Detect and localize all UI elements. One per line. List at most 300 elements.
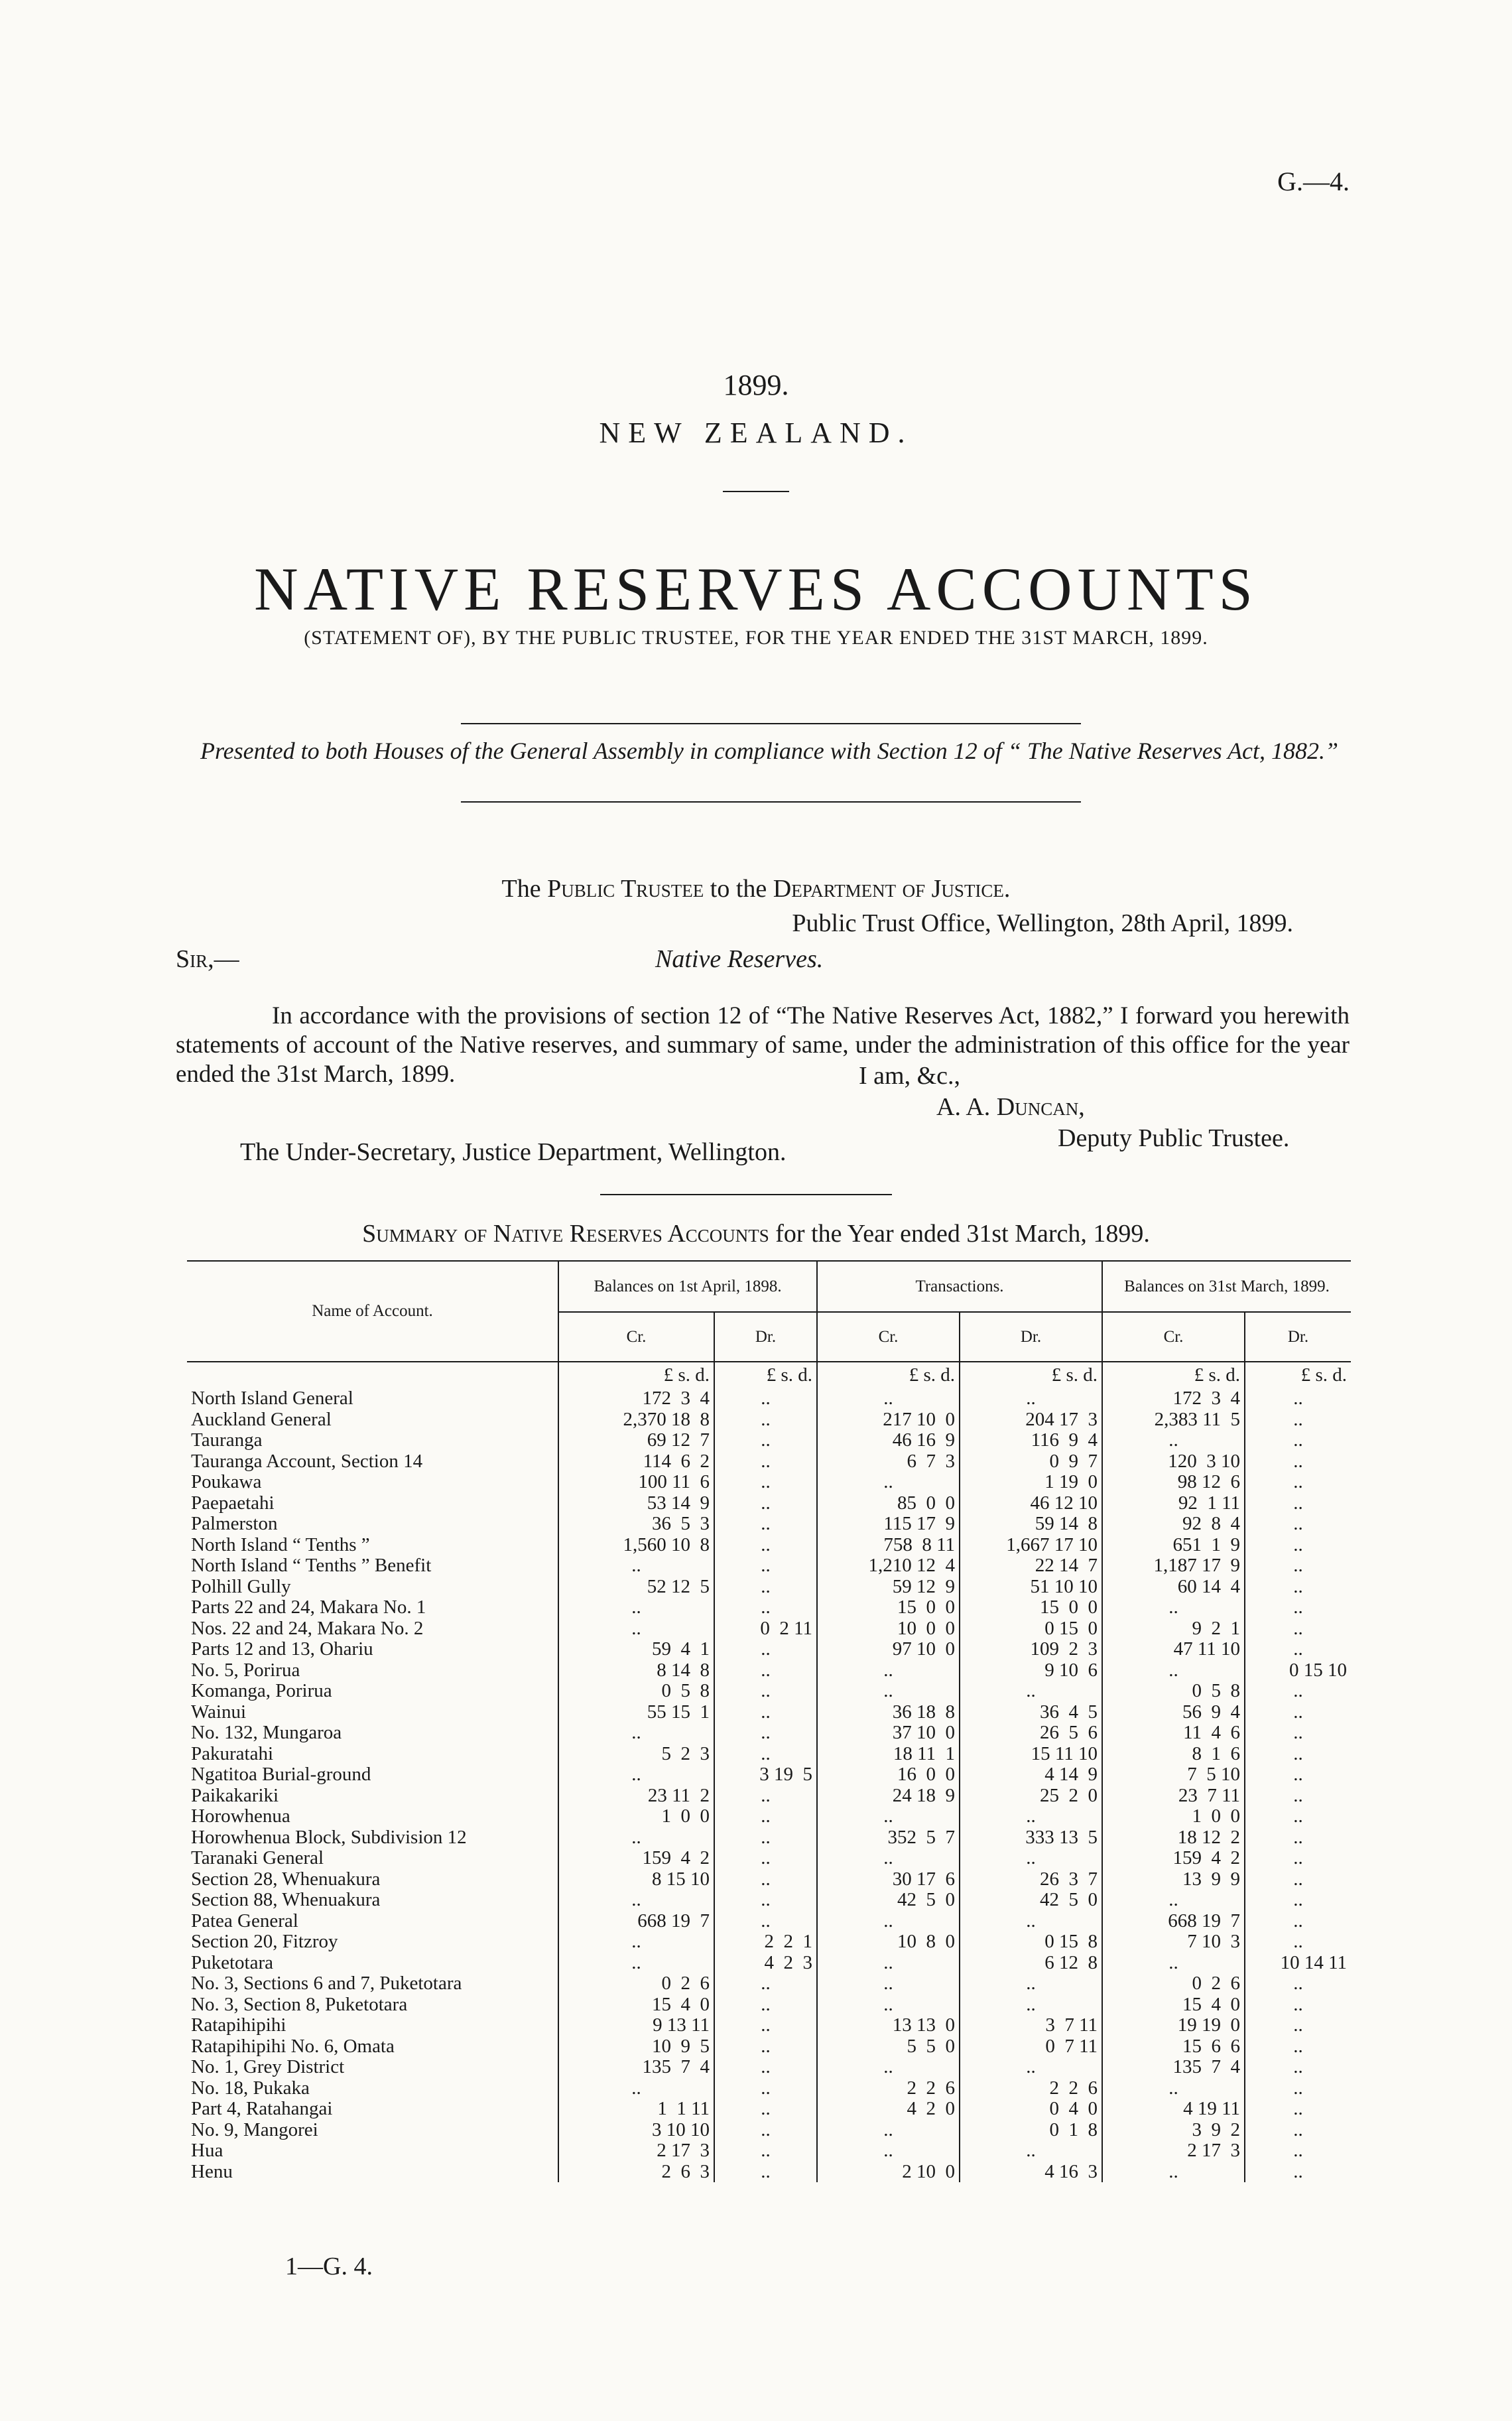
amount-cell: 204 17 3 xyxy=(960,1409,1102,1431)
amount-cell: .. xyxy=(1245,1911,1351,1932)
amount-cell: 4 19 11 xyxy=(1102,2099,1245,2120)
amount-cell: 100 11 6 xyxy=(558,1472,714,1493)
amount-cell: .. xyxy=(714,2099,817,2120)
amount-cell: 2 17 3 xyxy=(1102,2140,1245,2162)
amount-cell: 7 10 3 xyxy=(1102,1931,1245,1953)
amount-cell: 3 19 5 xyxy=(714,1764,817,1786)
amount-cell: 2,370 18 8 xyxy=(558,1409,714,1431)
col-header-cr: Cr. xyxy=(558,1312,714,1362)
amount-cell: 0 2 11 xyxy=(714,1618,817,1640)
col-header-transactions: Transactions. xyxy=(817,1261,1102,1312)
account-name: Pakuratahi xyxy=(191,1742,274,1764)
account-name: No. 1, Grey District xyxy=(191,2056,345,2077)
amount-cell: 9 2 1 xyxy=(1102,1618,1245,1640)
amount-cell: .. xyxy=(714,1388,817,1409)
account-name: Paikakariki xyxy=(191,1784,279,1806)
amount-cell: 9 10 6 xyxy=(960,1660,1102,1681)
amount-cell: .. xyxy=(1245,1577,1351,1598)
amount-cell: 10 0 0 xyxy=(817,1618,960,1640)
amount-cell: .. xyxy=(1245,1493,1351,1514)
amount-cell: 10 8 0 xyxy=(817,1931,960,1953)
amount-cell: 59 14 8 xyxy=(960,1514,1102,1535)
amount-cell: 11 4 6 xyxy=(1102,1723,1245,1744)
amount-cell: .. xyxy=(817,1806,960,1827)
amount-cell: 2 2 1 xyxy=(714,1931,817,1953)
amount-cell: 758 8 11 xyxy=(817,1535,960,1556)
amount-cell: .. xyxy=(960,1911,1102,1932)
account-name: No. 18, Pukaka xyxy=(191,2077,310,2099)
account-name: Tauranga Account, Section 14 xyxy=(191,1450,423,1472)
units-label: £ s. d. xyxy=(817,1362,960,1388)
amount-cell: 135 7 4 xyxy=(558,2057,714,2078)
letter-heading: The Public Trustee to the Department of Justice. xyxy=(501,875,1011,903)
amount-cell: .. xyxy=(714,1597,817,1618)
amount-cell: .. xyxy=(817,1660,960,1681)
amount-cell: 159 4 2 xyxy=(558,1848,714,1869)
amount-cell: 6 12 8 xyxy=(960,1953,1102,1974)
amount-cell: 23 11 2 xyxy=(558,1786,714,1807)
account-name: North Island “ Tenths ” Benefit xyxy=(191,1555,432,1576)
amount-cell: 159 4 2 xyxy=(1102,1848,1245,1869)
amount-cell: 5 2 3 xyxy=(558,1744,714,1765)
amount-cell: 1 1 11 xyxy=(558,2099,714,2120)
account-name: Section 20, Fitzroy xyxy=(191,1931,338,1952)
amount-cell: .. xyxy=(558,1953,714,1974)
table-row xyxy=(187,1786,1351,1807)
amount-cell: 333 13 5 xyxy=(960,1827,1102,1849)
table-row xyxy=(187,2162,1351,2183)
amount-cell: 36 5 3 xyxy=(558,1514,714,1535)
table-row xyxy=(187,1890,1351,1911)
amount-cell: 13 13 0 xyxy=(817,2015,960,2036)
amount-cell: .. xyxy=(1245,2036,1351,2058)
amount-cell: 98 12 6 xyxy=(1102,1472,1245,1493)
amount-cell: 46 16 9 xyxy=(817,1430,960,1451)
amount-cell: .. xyxy=(714,1995,817,2016)
summary-title: Summary of Native Reserves Accounts for the Year ended 31st March, 1899. xyxy=(362,1220,1150,1248)
amount-cell: .. xyxy=(960,2057,1102,2078)
amount-cell: .. xyxy=(1245,1869,1351,1890)
amount-cell: 15 4 0 xyxy=(1102,1995,1245,2016)
amount-cell: 3 10 10 xyxy=(558,2120,714,2141)
amount-cell: .. xyxy=(1245,1555,1351,1577)
amount-cell: 42 5 0 xyxy=(960,1890,1102,1911)
table-row xyxy=(187,1577,1351,1598)
col-header-dr: Dr. xyxy=(714,1312,817,1362)
amount-cell: .. xyxy=(1245,1681,1351,1702)
amount-cell: 24 18 9 xyxy=(817,1786,960,1807)
amount-cell: .. xyxy=(714,1514,817,1535)
amount-cell: 2 6 3 xyxy=(558,2162,714,2183)
presentation-note: Presented to both Houses of the General Assembly in compliance with Section 12 of “ The Native Reserves Act, 1882.” xyxy=(200,738,1339,764)
account-name: Parts 12 and 13, Ohariu xyxy=(191,1638,373,1660)
account-name: Paepaetahi xyxy=(191,1492,275,1514)
amount-cell: .. xyxy=(1245,1931,1351,1953)
amount-cell: .. xyxy=(1245,2015,1351,2036)
amount-cell: .. xyxy=(1245,2162,1351,2183)
amount-cell: 668 19 7 xyxy=(1102,1911,1245,1932)
account-name: Horowhenua xyxy=(191,1805,290,1827)
table-row xyxy=(187,1764,1351,1786)
account-name: Auckland General xyxy=(191,1408,332,1430)
amount-cell: 2 17 3 xyxy=(558,2140,714,2162)
amount-cell: .. xyxy=(1102,1953,1245,1974)
table-row xyxy=(187,1702,1351,1723)
amount-cell: .. xyxy=(558,2078,714,2099)
amount-cell: .. xyxy=(1102,1597,1245,1618)
amount-cell: .. xyxy=(714,1827,817,1849)
amount-cell: 120 3 10 xyxy=(1102,1451,1245,1472)
table-row xyxy=(187,1660,1351,1681)
table-row xyxy=(187,1744,1351,1765)
amount-cell: 116 9 4 xyxy=(960,1430,1102,1451)
amount-cell: .. xyxy=(817,1681,960,1702)
amount-cell: 1 0 0 xyxy=(558,1806,714,1827)
amount-cell: .. xyxy=(714,1577,817,1598)
divider xyxy=(723,491,789,492)
amount-cell: 0 15 8 xyxy=(960,1931,1102,1953)
account-name: Section 28, Whenuakura xyxy=(191,1868,381,1890)
amount-cell: 15 11 10 xyxy=(960,1744,1102,1765)
account-name: Wainui xyxy=(191,1701,247,1723)
amount-cell: .. xyxy=(817,1472,960,1493)
amount-cell: .. xyxy=(714,1723,817,1744)
amount-cell: 3 9 2 xyxy=(1102,2120,1245,2141)
country-heading: NEW ZEALAND. xyxy=(599,417,913,449)
table-row xyxy=(187,2078,1351,2099)
amount-cell: 18 12 2 xyxy=(1102,1827,1245,1849)
account-name: No. 132, Mungaroa xyxy=(191,1722,342,1743)
col-header-dr: Dr. xyxy=(1245,1312,1351,1362)
amount-cell: .. xyxy=(714,1639,817,1660)
account-name: Polhill Gully xyxy=(191,1575,291,1597)
page-footer-code: 1—G. 4. xyxy=(285,2253,373,2280)
amount-cell: 2 10 0 xyxy=(817,2162,960,2183)
amount-cell: .. xyxy=(1245,2078,1351,2099)
amount-cell: .. xyxy=(960,1995,1102,2016)
amount-cell: 60 14 4 xyxy=(1102,1577,1245,1598)
divider xyxy=(461,723,1081,724)
table-row xyxy=(187,2057,1351,2078)
amount-cell: .. xyxy=(1102,1660,1245,1681)
amount-cell: .. xyxy=(714,1973,817,1995)
table-row xyxy=(187,1911,1351,1932)
amount-cell: .. xyxy=(714,2162,817,2183)
amount-cell: 92 1 11 xyxy=(1102,1493,1245,1514)
amount-cell: .. xyxy=(714,1451,817,1472)
amount-cell: 6 7 3 xyxy=(817,1451,960,1472)
amount-cell: 2 2 6 xyxy=(817,2078,960,2099)
amount-cell: .. xyxy=(714,2120,817,2141)
amount-cell: 42 5 0 xyxy=(817,1890,960,1911)
amount-cell: .. xyxy=(1245,1430,1351,1451)
amount-cell: .. xyxy=(817,2140,960,2162)
amount-cell: .. xyxy=(1245,2099,1351,2120)
account-name: Parts 22 and 24, Makara No. 1 xyxy=(191,1597,426,1618)
account-name: Ratapihipihi No. 6, Omata xyxy=(191,2035,395,2057)
amount-cell: .. xyxy=(817,1911,960,1932)
table-row xyxy=(187,2099,1351,2120)
amount-cell: 85 0 0 xyxy=(817,1493,960,1514)
units-label: £ s. d. xyxy=(714,1362,817,1388)
amount-cell: 15 6 6 xyxy=(1102,2036,1245,2058)
account-name: Tauranga xyxy=(191,1429,263,1451)
col-header-name: Name of Account. xyxy=(187,1261,558,1362)
letter-from: Public Trustee xyxy=(547,875,704,903)
amount-cell: 23 7 11 xyxy=(1102,1786,1245,1807)
amount-cell: 16 0 0 xyxy=(817,1764,960,1786)
amount-cell: .. xyxy=(1245,1723,1351,1744)
amount-cell: .. xyxy=(714,1869,817,1890)
amount-cell: .. xyxy=(714,1555,817,1577)
table-row xyxy=(187,1806,1351,1827)
amount-cell: 26 3 7 xyxy=(960,1869,1102,1890)
amount-cell: .. xyxy=(1102,2078,1245,2099)
table-row xyxy=(187,1869,1351,1890)
divider xyxy=(600,1194,892,1195)
amount-cell: .. xyxy=(558,1555,714,1577)
amount-cell: 9 13 11 xyxy=(558,2015,714,2036)
col-header-balances-start: Balances on 1st April, 1898. xyxy=(558,1261,817,1312)
amount-cell: .. xyxy=(558,1723,714,1744)
amount-cell: .. xyxy=(558,1827,714,1849)
account-name: Palmerston xyxy=(191,1513,278,1534)
table-row xyxy=(187,1409,1351,1431)
amount-cell: 0 15 0 xyxy=(960,1618,1102,1640)
units-label: £ s. d. xyxy=(1245,1362,1351,1388)
amount-cell: 1 19 0 xyxy=(960,1472,1102,1493)
amount-cell: .. xyxy=(714,1660,817,1681)
account-name: Taranaki General xyxy=(191,1847,324,1868)
account-name: Komanga, Porirua xyxy=(191,1680,332,1701)
amount-cell: 0 2 6 xyxy=(1102,1973,1245,1995)
table-row xyxy=(187,1388,1351,1409)
amount-cell: .. xyxy=(714,1806,817,1827)
account-name: No. 5, Porirua xyxy=(191,1659,300,1681)
amount-cell: 15 0 0 xyxy=(817,1597,960,1618)
account-name: Ngatitoa Burial-ground xyxy=(191,1764,371,1785)
letter-closing: I am, &c., xyxy=(859,1062,961,1090)
amount-cell: 1 0 0 xyxy=(1102,1806,1245,1827)
letter-subject: Native Reserves. xyxy=(655,945,824,973)
table-row xyxy=(187,2140,1351,2162)
amount-cell: 8 14 8 xyxy=(558,1660,714,1681)
amount-cell: 1,210 12 4 xyxy=(817,1555,960,1577)
amount-cell: 10 9 5 xyxy=(558,2036,714,2058)
amount-cell: 172 3 4 xyxy=(1102,1388,1245,1409)
amount-cell: 172 3 4 xyxy=(558,1388,714,1409)
amount-cell: 53 14 9 xyxy=(558,1493,714,1514)
amount-cell: 69 12 7 xyxy=(558,1430,714,1451)
amount-cell: 114 6 2 xyxy=(558,1451,714,1472)
amount-cell: 135 7 4 xyxy=(1102,2057,1245,2078)
amount-cell: .. xyxy=(1245,2057,1351,2078)
amount-cell: 26 5 6 xyxy=(960,1723,1102,1744)
amount-cell: .. xyxy=(1245,1388,1351,1409)
units-label: £ s. d. xyxy=(960,1362,1102,1388)
amount-cell: .. xyxy=(1245,1995,1351,2016)
amount-cell: 25 2 0 xyxy=(960,1786,1102,1807)
table-row xyxy=(187,1430,1351,1451)
amount-cell: .. xyxy=(817,1388,960,1409)
amount-cell: .. xyxy=(714,1472,817,1493)
amount-cell: .. xyxy=(1245,1618,1351,1640)
amount-cell: .. xyxy=(1245,1702,1351,1723)
amount-cell: .. xyxy=(1245,1597,1351,1618)
amount-cell: .. xyxy=(714,1744,817,1765)
amount-cell: 36 18 8 xyxy=(817,1702,960,1723)
amount-cell: .. xyxy=(714,2015,817,2036)
amount-cell: 36 4 5 xyxy=(960,1702,1102,1723)
amount-cell: 0 9 7 xyxy=(960,1451,1102,1472)
amount-cell: 10 14 11 xyxy=(1245,1953,1351,1974)
letter-to: Department of Justice. xyxy=(773,875,1011,903)
table-row xyxy=(187,1639,1351,1660)
amount-cell: 352 5 7 xyxy=(817,1827,960,1849)
amount-cell: 8 15 10 xyxy=(558,1869,714,1890)
amount-cell: 18 11 1 xyxy=(817,1744,960,1765)
letter-signatory-title: Deputy Public Trustee. xyxy=(1058,1124,1290,1152)
amount-cell: 5 5 0 xyxy=(817,2036,960,2058)
account-name: Poukawa xyxy=(191,1471,262,1492)
amount-cell: 2 2 6 xyxy=(960,2078,1102,2099)
amount-cell: 7 5 10 xyxy=(1102,1764,1245,1786)
table-row xyxy=(187,1681,1351,1702)
amount-cell: .. xyxy=(817,1995,960,2016)
amount-cell: .. xyxy=(558,1764,714,1786)
letter-recipient: The Under-Secretary, Justice Department, Wellington. xyxy=(240,1138,787,1166)
account-name: No. 3, Section 8, Puketotara xyxy=(191,1993,408,2015)
amount-cell: 0 1 8 xyxy=(960,2120,1102,2141)
amount-cell: 8 1 6 xyxy=(1102,1744,1245,1765)
amount-cell: .. xyxy=(1245,1472,1351,1493)
amount-cell: 0 2 6 xyxy=(558,1973,714,1995)
amount-cell: 0 15 10 xyxy=(1245,1660,1351,1681)
table-row xyxy=(187,1848,1351,1869)
amount-cell: 15 4 0 xyxy=(558,1995,714,2016)
document-title: NATIVE RESERVES ACCOUNTS xyxy=(254,555,1258,623)
table-row xyxy=(187,2015,1351,2036)
amount-cell: .. xyxy=(1102,1890,1245,1911)
amount-cell: .. xyxy=(817,1953,960,1974)
amount-cell: 56 9 4 xyxy=(1102,1702,1245,1723)
amount-cell: 1,667 17 10 xyxy=(960,1535,1102,1556)
amount-cell: 668 19 7 xyxy=(558,1911,714,1932)
letter-signatory: A. A. Duncan, xyxy=(936,1093,1085,1121)
amount-cell: .. xyxy=(1245,1827,1351,1849)
amount-cell: .. xyxy=(960,1806,1102,1827)
table-row xyxy=(187,2036,1351,2058)
amount-cell: .. xyxy=(714,2036,817,2058)
table-row xyxy=(187,1555,1351,1577)
account-name: Section 88, Whenuakura xyxy=(191,1889,381,1910)
amount-cell: .. xyxy=(714,2057,817,2078)
account-name: Hua xyxy=(191,2140,223,2161)
amount-cell: 0 7 11 xyxy=(960,2036,1102,2058)
letter-salutation: Sir,— xyxy=(176,945,239,973)
account-name: Patea General xyxy=(191,1910,298,1931)
col-header-balances-end: Balances on 31st March, 1899. xyxy=(1102,1261,1351,1312)
amount-cell: .. xyxy=(960,1973,1102,1995)
table-row xyxy=(187,1931,1351,1953)
amount-cell: .. xyxy=(1245,1535,1351,1556)
table-row xyxy=(187,1514,1351,1535)
amount-cell: .. xyxy=(1245,1848,1351,1869)
amount-cell: .. xyxy=(714,1430,817,1451)
amount-cell: .. xyxy=(714,1786,817,1807)
amount-cell: .. xyxy=(960,1848,1102,1869)
amount-cell: 0 4 0 xyxy=(960,2099,1102,2120)
amount-cell: 2,383 11 5 xyxy=(1102,1409,1245,1431)
amount-cell: 4 14 9 xyxy=(960,1764,1102,1786)
col-header-cr: Cr. xyxy=(817,1312,960,1362)
amount-cell: .. xyxy=(1245,1639,1351,1660)
amount-cell: .. xyxy=(558,1890,714,1911)
amount-cell: .. xyxy=(960,1388,1102,1409)
amount-cell: .. xyxy=(960,2140,1102,2162)
amount-cell: 4 2 3 xyxy=(714,1953,817,1974)
account-name: North Island General xyxy=(191,1388,353,1409)
amount-cell: .. xyxy=(714,1890,817,1911)
table-row xyxy=(187,1827,1351,1849)
amount-cell: 19 19 0 xyxy=(1102,2015,1245,2036)
letter-body: In accordance with the provisions of section 12 of “The Native Reserves Act, 1882,” I forward you herewith statements of account of the Native reserves, and summary of same, under the administration of this office for the year ended the 31st March, 1899. xyxy=(176,1002,1350,1088)
amount-cell: .. xyxy=(1245,1806,1351,1827)
amount-cell: 13 9 9 xyxy=(1102,1869,1245,1890)
col-header-cr: Cr. xyxy=(1102,1312,1245,1362)
amount-cell: 22 14 7 xyxy=(960,1555,1102,1577)
table-row xyxy=(187,1597,1351,1618)
amount-cell: .. xyxy=(714,1409,817,1431)
account-name: North Island “ Tenths ” xyxy=(191,1534,370,1555)
page-reference: G.—4. xyxy=(1277,166,1350,196)
amount-cell: .. xyxy=(817,1973,960,1995)
amount-cell: 109 2 3 xyxy=(960,1639,1102,1660)
table-row xyxy=(187,1535,1351,1556)
amount-cell: .. xyxy=(1245,1514,1351,1535)
amount-cell: 0 5 8 xyxy=(558,1681,714,1702)
amount-cell: .. xyxy=(1245,1764,1351,1786)
amount-cell: .. xyxy=(817,2057,960,2078)
table-row xyxy=(187,1451,1351,1472)
amount-cell: .. xyxy=(1245,1786,1351,1807)
divider xyxy=(461,801,1081,803)
amount-cell: .. xyxy=(714,1911,817,1932)
amount-cell: .. xyxy=(1245,2140,1351,2162)
account-name: Henu xyxy=(191,2160,233,2182)
table-row xyxy=(187,1723,1351,1744)
units-label: £ s. d. xyxy=(1102,1362,1245,1388)
amount-cell: .. xyxy=(558,1931,714,1953)
account-name: Ratapihipihi xyxy=(191,2014,286,2036)
document-subtitle: (STATEMENT OF), BY THE PUBLIC TRUSTEE, FOR THE YEAR ENDED THE 31ST MARCH, 1899. xyxy=(304,627,1208,649)
table-row xyxy=(187,1973,1351,1995)
amount-cell: 46 12 10 xyxy=(960,1493,1102,1514)
amount-cell: 115 17 9 xyxy=(817,1514,960,1535)
amount-cell: 59 12 9 xyxy=(817,1577,960,1598)
amount-cell: 4 2 0 xyxy=(817,2099,960,2120)
amount-cell: 1,560 10 8 xyxy=(558,1535,714,1556)
account-name: Part 4, Ratahangai xyxy=(191,2098,333,2119)
table-row xyxy=(187,1953,1351,1974)
account-name: Puketotara xyxy=(191,1951,274,1973)
amount-cell: .. xyxy=(1245,1973,1351,1995)
amount-cell: .. xyxy=(1245,1409,1351,1431)
units-label: £ s. d. xyxy=(558,1362,714,1388)
amount-cell: .. xyxy=(960,1681,1102,1702)
amount-cell: .. xyxy=(558,1618,714,1640)
amount-cell: 0 5 8 xyxy=(1102,1681,1245,1702)
